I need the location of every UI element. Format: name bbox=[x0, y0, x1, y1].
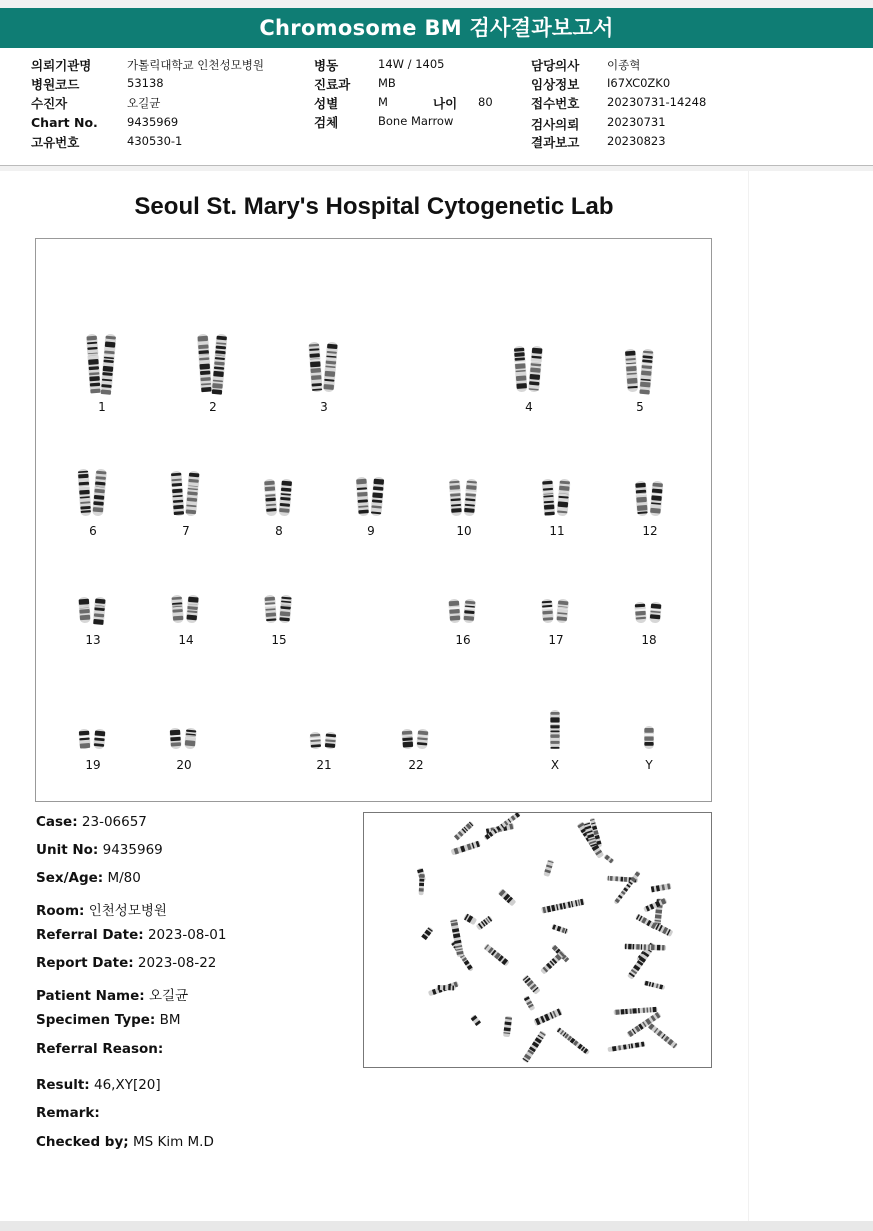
chromosome-pair-2 bbox=[195, 331, 231, 395]
chromosome-label: 16 bbox=[455, 633, 471, 647]
chromosome-label: 18 bbox=[641, 633, 657, 647]
chromosome-label: 12 bbox=[642, 524, 658, 538]
chromosome-label: 21 bbox=[316, 758, 332, 772]
detail-row bbox=[36, 984, 188, 1004]
result-row bbox=[36, 1077, 161, 1093]
report-page bbox=[0, 171, 748, 1221]
chromosome-pair-13 bbox=[75, 594, 111, 626]
report-title: Chromosome BM 검사결과보고서 bbox=[0, 8, 873, 48]
chromosome-pair-18 bbox=[631, 599, 667, 626]
chromosome-label: 5 bbox=[636, 400, 644, 414]
chromosome-pair-11 bbox=[539, 476, 575, 519]
value-test-request: 20230731 bbox=[607, 115, 666, 129]
value-patient: 오길균 bbox=[127, 96, 161, 110]
detail-value: 오길균 bbox=[148, 988, 189, 1004]
chromosome-pair-16 bbox=[445, 596, 481, 626]
value-ward: 14W / 1405 bbox=[378, 57, 445, 71]
detail-row bbox=[36, 814, 147, 830]
chromosome-label: 6 bbox=[89, 524, 97, 538]
chromosome-pair-4 bbox=[511, 343, 547, 395]
chromosome-pair-7 bbox=[168, 468, 204, 519]
result-label: Result: bbox=[36, 1077, 90, 1093]
chromosome-pair-5 bbox=[622, 346, 658, 395]
label-ward: 병동 bbox=[314, 58, 339, 73]
result-row bbox=[36, 1105, 100, 1121]
detail-label: Referral Reason: bbox=[36, 1041, 164, 1057]
chromosome-label: 15 bbox=[271, 633, 287, 647]
chromosome-pair-Y bbox=[639, 723, 659, 752]
label-institution: 의뢰기관명 bbox=[31, 58, 92, 73]
label-receipt-no: 접수번호 bbox=[531, 96, 580, 111]
label-hospital-code: 병원코드 bbox=[31, 77, 80, 92]
label-unique-no: 고유번호 bbox=[31, 135, 80, 150]
label-test-request: 검사의뢰 bbox=[531, 117, 580, 132]
metaphase-image bbox=[363, 812, 712, 1068]
detail-row bbox=[36, 870, 141, 886]
page-margin bbox=[749, 171, 873, 1221]
detail-label: Patient Name: bbox=[36, 988, 145, 1004]
value-chart-no: 9435969 bbox=[127, 115, 179, 129]
chromosome-pair-12 bbox=[632, 478, 668, 519]
detail-row bbox=[36, 842, 163, 858]
detail-value: 2023-08-01 bbox=[147, 927, 227, 943]
label-specimen: 검체 bbox=[314, 115, 339, 130]
value-specimen: Bone Marrow bbox=[378, 114, 454, 128]
detail-row bbox=[36, 927, 226, 943]
chromosome-pair-10 bbox=[446, 476, 482, 519]
karyogram-panel bbox=[35, 238, 712, 802]
result-label: Remark: bbox=[36, 1105, 100, 1121]
chromosome-pair-9 bbox=[353, 474, 389, 519]
chromosome-label: 1 bbox=[98, 400, 106, 414]
chromosome-pair-X bbox=[545, 707, 565, 752]
detail-label: Sex/Age: bbox=[36, 870, 104, 886]
chromosome-label: 19 bbox=[85, 758, 101, 772]
detail-value: M/80 bbox=[107, 870, 141, 886]
bottom-bar bbox=[0, 1221, 873, 1231]
metaphase-spread bbox=[364, 813, 711, 1067]
value-institution: 가톨릭대학교 인천성모병원 bbox=[127, 58, 264, 72]
detail-value: 2023-08-22 bbox=[137, 955, 217, 971]
label-doctor: 담당의사 bbox=[531, 58, 580, 73]
detail-value: 9435969 bbox=[102, 842, 163, 858]
chromosome-pair-3 bbox=[306, 339, 342, 395]
chromosome-label: 13 bbox=[85, 633, 101, 647]
label-clinical-info: 임상정보 bbox=[531, 77, 580, 92]
chromosome-label: 9 bbox=[367, 524, 375, 538]
value-receipt-no: 20230731-14248 bbox=[607, 95, 707, 109]
detail-row bbox=[36, 955, 216, 971]
value-doctor: 이종혁 bbox=[607, 58, 641, 72]
chromosome-pair-21 bbox=[306, 729, 342, 752]
result-value: MS Kim M.D bbox=[132, 1134, 214, 1150]
detail-value: 23-06657 bbox=[81, 814, 147, 830]
chromosome-label: 8 bbox=[275, 524, 283, 538]
chromosome-label: 22 bbox=[408, 758, 424, 772]
value-unique-no: 430530-1 bbox=[127, 134, 183, 148]
chromosome-label: Y bbox=[645, 758, 653, 772]
chromosome-label: 7 bbox=[182, 524, 190, 538]
value-age: 80 bbox=[478, 95, 493, 109]
detail-row bbox=[36, 899, 167, 919]
label-sex: 성별 bbox=[314, 96, 339, 111]
value-hospital-code: 53138 bbox=[127, 76, 164, 90]
value-result-report: 20230823 bbox=[607, 134, 666, 148]
chromosome-pair-19 bbox=[75, 726, 111, 752]
detail-label: Specimen Type: bbox=[36, 1012, 156, 1028]
chromosome-pair-22 bbox=[398, 726, 434, 752]
value-clinical-info: I67XC0ZK0 bbox=[607, 76, 671, 90]
chromosome-pair-20 bbox=[166, 725, 202, 752]
detail-label: Case: bbox=[36, 814, 78, 830]
label-patient: 수진자 bbox=[31, 96, 68, 111]
chromosome-label: 11 bbox=[549, 524, 565, 538]
detail-label: Unit No: bbox=[36, 842, 99, 858]
chromosome-pair-1 bbox=[84, 331, 120, 395]
value-sex: M bbox=[378, 95, 388, 109]
chromosome-label: 2 bbox=[209, 400, 217, 414]
chromosome-label: 3 bbox=[320, 400, 328, 414]
result-label: Checked by; bbox=[36, 1134, 129, 1150]
detail-label: Referral Date: bbox=[36, 927, 144, 943]
detail-label: Room: bbox=[36, 903, 85, 919]
patient-header bbox=[0, 48, 873, 166]
chromosome-label: 17 bbox=[548, 633, 564, 647]
chromosome-label: 14 bbox=[178, 633, 194, 647]
chromosome-pair-15 bbox=[261, 592, 297, 626]
label-age: 나이 bbox=[433, 96, 458, 111]
label-result-report: 결과보고 bbox=[531, 135, 580, 150]
chromosome-pair-8 bbox=[261, 476, 297, 519]
value-department: MB bbox=[378, 76, 396, 90]
result-row bbox=[36, 1134, 214, 1150]
detail-row bbox=[36, 1041, 163, 1057]
detail-label: Report Date: bbox=[36, 955, 134, 971]
result-value: 46,XY[20] bbox=[93, 1077, 161, 1093]
chromosome-label: 10 bbox=[456, 524, 472, 538]
label-chart-no: Chart No. bbox=[31, 115, 98, 130]
label-department: 진료과 bbox=[314, 77, 351, 92]
chromosome-label: X bbox=[550, 758, 560, 772]
chromosome-label: 4 bbox=[525, 400, 533, 414]
chromosome-label: 20 bbox=[176, 758, 192, 772]
chromosome-pair-6 bbox=[75, 466, 111, 519]
lab-title: Seoul St. Mary's Hospital Cytogenetic Lab bbox=[134, 193, 614, 220]
detail-value: 인천성모병원 bbox=[88, 903, 167, 919]
detail-row bbox=[36, 1012, 181, 1028]
detail-value: BM bbox=[159, 1012, 181, 1028]
chromosome-pair-14 bbox=[168, 592, 204, 626]
chromosome-pair-17 bbox=[538, 596, 574, 626]
